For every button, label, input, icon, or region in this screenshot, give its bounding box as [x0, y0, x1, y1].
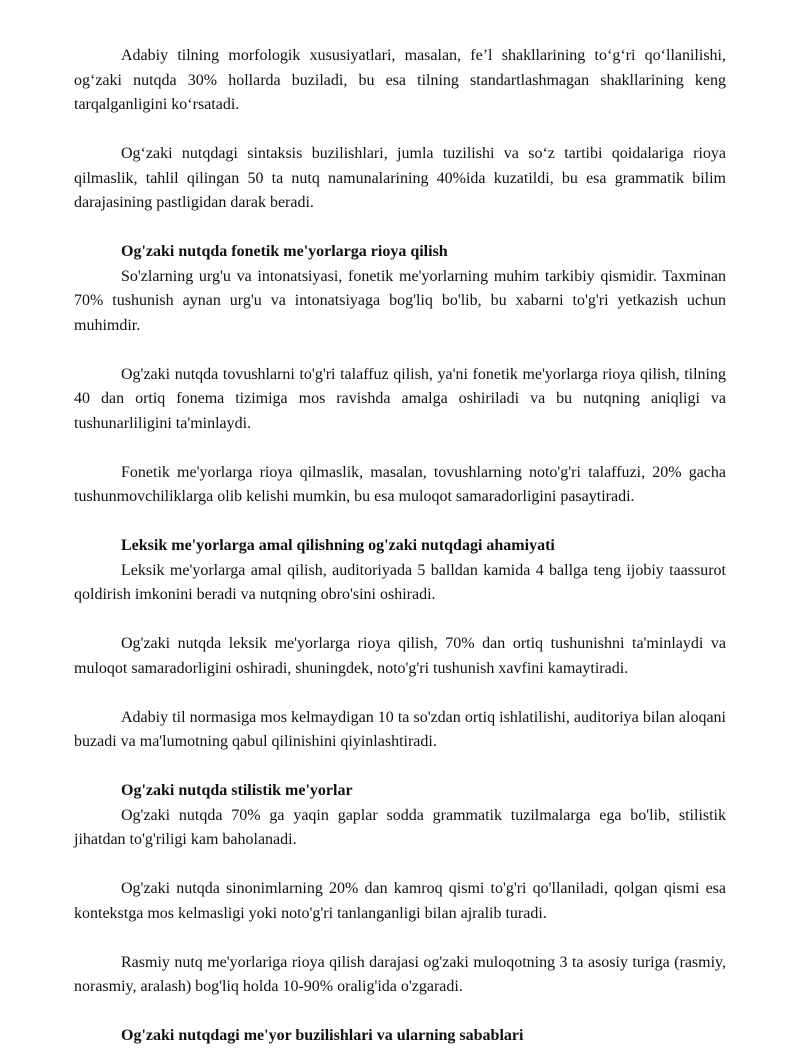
paragraph-formal-speech: Rasmiy nutq me'yorlariga rioya qilish darajasi og'zaki muloqotning 3 ta asosiy turiga (rasmiy, norasmiy, aralash) bog'liq holda 10-90% oralig'ida o'zgaradi. — [74, 953, 726, 995]
paragraph-pronunciation: Og'zaki nutqda tovushlarni to'g'ri talaffuz qilish, ya'ni fonetik me'yorlarga rioya qilish, tilning 40 dan ortiq fonema tizimiga mos ravishda amalga oshiriladi va bu nutqning aniqligi va tushunarliligini ta'minlaydi. — [74, 365, 726, 432]
heading-phonetic-norms: Og'zaki nutqda fonetik me'yorlarga rioya qilish — [121, 243, 448, 260]
paragraph-lexical-impression: Leksik me'yorlarga amal qilish, auditoriyada 5 balldan kamida 4 ballga teng ijobiy taassurot qoldirish imkonini beradi va nutqning obro'sini oshiradi. — [74, 561, 726, 603]
paragraph-stress-intonation: So'zlarning urg'u va intonatsiyasi, fonetik me'yorlarning muhim tarkibiy qismidir. Taxminan 70% tushunish aynan urg'u va intonatsiyaga bog'liq bo'lib, bu xabarni to'g'ri yetkazish uchun muhimdir. — [74, 267, 726, 334]
document-page — [74, 44, 726, 1049]
paragraph-syntax: Og‘zaki nutqdagi sintaksis buzilishlari, jumla tuzilishi va so‘z tartibi qoidalariga rioya qilmaslik, tahlil qilingan 50 ta nutq namunalarining 40%ida kuzatildi, bu esa grammatik bilim darajasining pastligidan darak beradi. — [74, 145, 726, 211]
paragraph-morphology: Adabiy tilning morfologik xususiyatlari, masalan, fe’l shakllarining to‘g‘ri qo‘llanilishi, og‘zaki nutqda 30% hollarda buziladi, bu esa tilning standartlashmagan shakllarining keng tarqalganligini ko‘rsatadi. — [74, 47, 726, 113]
heading-norm-violations: Og'zaki nutqdagi me'yor buzilishlari va ularning sabablari — [121, 1027, 524, 1044]
paragraph-synonyms: Og'zaki nutqda sinonimlarning 20% dan kamroq qismi to'g'ri qo'llaniladi, qolgan qismi esa kontekstga mos kelmasligi yoki noto'g'ri tanlanganligi bilan ajralib turadi. — [74, 880, 726, 922]
heading-lexical-norms: Leksik me'yorlarga amal qilishning og'zaki nutqdagi ahamiyati — [121, 537, 555, 554]
heading-stylistic-norms: Og'zaki nutqda stilistik me'yorlar — [121, 782, 353, 799]
paragraph-simple-sentences: Og'zaki nutqda 70% ga yaqin gaplar sodda grammatik tuzilmalarga ega bo'lib, stilistik jihatdan to'g'riligi kam baholanadi. — [74, 806, 726, 848]
paragraph-nonliterary-words: Adabiy til normasiga mos kelmaydigan 10 ta so'zdan ortiq ishlatilishi, auditoriya bilan aloqani buzadi va ma'lumotning qabul qilinishini qiyinlashtiradi. — [74, 708, 726, 750]
paragraph-lexical-understanding: Og'zaki nutqda leksik me'yorlarga rioya qilish, 70% dan ortiq tushunishni ta'minlaydi va muloqot samaradorligini oshiradi, shuningdek, noto'g'ri tushunish xavfini kamaytiradi. — [74, 635, 726, 677]
paragraph-phonetic-violations: Fonetik me'yorlarga rioya qilmaslik, masalan, tovushlarning noto'g'ri talaffuzi, 20% gacha tushunmovchiliklarga olib kelishi mumkin, bu esa muloqot samaradorligini pasaytiradi. — [74, 463, 726, 505]
